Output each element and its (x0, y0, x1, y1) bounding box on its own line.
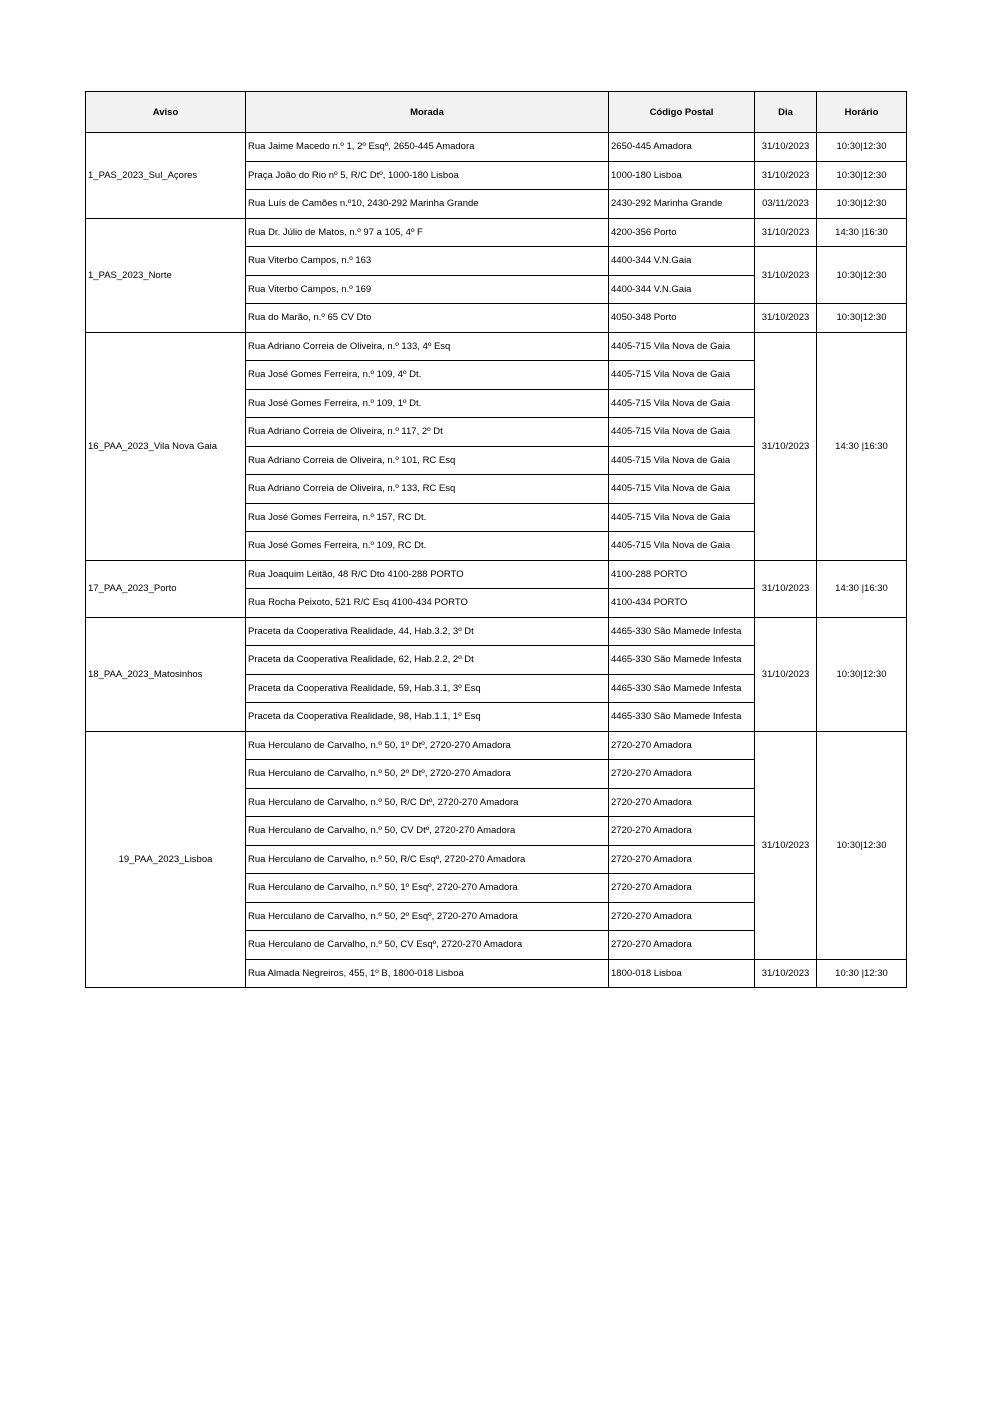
morada-cell: Rua Herculano de Carvalho, n.º 50, 1º Esqº, 2720-270 Amadora (246, 874, 609, 903)
header-aviso: Aviso (86, 92, 246, 133)
horario-cell: 10:30|12:30 (817, 133, 907, 162)
codigo-postal-cell: 4405-715 Vila Nova de Gaia (609, 532, 755, 561)
morada-cell: Rua Joaquim Leitão, 48 R/C Dto 4100-288 PORTO (246, 560, 609, 589)
table-row (86, 731, 907, 760)
morada-cell: Rua José Gomes Ferreira, n.º 109, 4º Dt. (246, 361, 609, 390)
morada-cell: Praça João do Rio nº 5, R/C Dtº, 1000-180 Lisboa (246, 161, 609, 190)
morada-cell: Rua Herculano de Carvalho, n.º 50, R/C Esqº, 2720-270 Amadora (246, 845, 609, 874)
horario-cell: 10:30|12:30 (817, 617, 907, 731)
codigo-postal-cell: 4465-330 São Mamede Infesta (609, 674, 755, 703)
horario-cell: 10:30|12:30 (817, 190, 907, 219)
horario-cell: 10:30|12:30 (817, 731, 907, 959)
morada-cell: Praceta da Cooperativa Realidade, 98, Hab.1.1, 1º Esq (246, 703, 609, 732)
morada-cell: Rua Herculano de Carvalho, n.º 50, 2º Esqº, 2720-270 Amadora (246, 902, 609, 931)
morada-cell: Rua Rocha Peixoto, 521 R/C Esq 4100-434 PORTO (246, 589, 609, 618)
codigo-postal-cell: 4405-715 Vila Nova de Gaia (609, 475, 755, 504)
codigo-postal-cell: 4400-344 V.N.Gaia (609, 247, 755, 276)
codigo-postal-cell: 2720-270 Amadora (609, 845, 755, 874)
morada-cell: Rua José Gomes Ferreira, n.º 109, RC Dt. (246, 532, 609, 561)
dia-cell: 31/10/2023 (755, 617, 817, 731)
aviso-cell: 16_PAA_2023_Vila Nova Gaia (86, 332, 246, 560)
codigo-postal-cell: 2720-270 Amadora (609, 817, 755, 846)
horario-cell: 10:30|12:30 (817, 247, 907, 304)
codigo-postal-cell: 4465-330 São Mamede Infesta (609, 703, 755, 732)
codigo-postal-cell: 4465-330 São Mamede Infesta (609, 617, 755, 646)
morada-cell: Rua Jaime Macedo n.º 1, 2º Esqº, 2650-445 Amadora (246, 133, 609, 162)
codigo-postal-cell: 2720-270 Amadora (609, 902, 755, 931)
header-morada: Morada (246, 92, 609, 133)
morada-cell: Rua Adriano Correia de Oliveira, n.º 117, 2º Dt (246, 418, 609, 447)
dia-cell: 31/10/2023 (755, 959, 817, 988)
horario-cell: 10:30|12:30 (817, 304, 907, 333)
codigo-postal-cell: 4405-715 Vila Nova de Gaia (609, 503, 755, 532)
morada-cell: Rua José Gomes Ferreira, n.º 157, RC Dt. (246, 503, 609, 532)
codigo-postal-cell: 4405-715 Vila Nova de Gaia (609, 332, 755, 361)
aviso-cell: 1_PAS_2023_Norte (86, 218, 246, 332)
morada-cell: Rua Herculano de Carvalho, n.º 50, R/C Dtº, 2720-270 Amadora (246, 788, 609, 817)
dia-cell: 31/10/2023 (755, 560, 817, 617)
morada-cell: Rua Adriano Correia de Oliveira, n.º 101, RC Esq (246, 446, 609, 475)
morada-cell: Rua do Marão, n.º 65 CV Dto (246, 304, 609, 333)
codigo-postal-cell: 4050-348 Porto (609, 304, 755, 333)
codigo-postal-cell: 2720-270 Amadora (609, 760, 755, 789)
codigo-postal-cell: 4405-715 Vila Nova de Gaia (609, 361, 755, 390)
morada-cell: Praceta da Cooperativa Realidade, 59, Hab.3.1, 3º Esq (246, 674, 609, 703)
morada-cell: Rua Herculano de Carvalho, n.º 50, 1º Dtº, 2720-270 Amadora (246, 731, 609, 760)
horario-cell: 10:30 |12:30 (817, 959, 907, 988)
horario-cell: 14:30 |16:30 (817, 332, 907, 560)
aviso-cell: 19_PAA_2023_Lisboa (86, 731, 246, 988)
codigo-postal-cell: 2720-270 Amadora (609, 931, 755, 960)
aviso-cell: 18_PAA_2023_Matosinhos (86, 617, 246, 731)
dia-cell: 31/10/2023 (755, 332, 817, 560)
table-row (86, 218, 907, 247)
table-row (86, 332, 907, 361)
horario-cell: 14:30 |16:30 (817, 218, 907, 247)
codigo-postal-cell: 4405-715 Vila Nova de Gaia (609, 446, 755, 475)
codigo-postal-cell: 4465-330 São Mamede Infesta (609, 646, 755, 675)
dia-cell: 31/10/2023 (755, 133, 817, 162)
table-row (86, 133, 907, 162)
morada-cell: Rua Viterbo Campos, n.º 163 (246, 247, 609, 276)
header-dia: Dia (755, 92, 817, 133)
morada-cell: Rua Herculano de Carvalho, n.º 50, CV Esqº, 2720-270 Amadora (246, 931, 609, 960)
morada-cell: Rua Herculano de Carvalho, n.º 50, 2º Dtº, 2720-270 Amadora (246, 760, 609, 789)
header-row (86, 92, 907, 133)
header-codigo-postal: Código Postal (609, 92, 755, 133)
morada-cell: Praceta da Cooperativa Realidade, 62, Hab.2.2, 2º Dt (246, 646, 609, 675)
codigo-postal-cell: 2720-270 Amadora (609, 731, 755, 760)
table-row (86, 560, 907, 589)
header-horario: Horário (817, 92, 907, 133)
morada-cell: Rua Viterbo Campos, n.º 169 (246, 275, 609, 304)
horario-cell: 10:30|12:30 (817, 161, 907, 190)
dia-cell: 31/10/2023 (755, 304, 817, 333)
codigo-postal-cell: 2720-270 Amadora (609, 788, 755, 817)
dia-cell: 31/10/2023 (755, 218, 817, 247)
morada-cell: Rua Adriano Correia de Oliveira, n.º 133, RC Esq (246, 475, 609, 504)
morada-cell: Rua Adriano Correia de Oliveira, n.º 133, 4º Esq (246, 332, 609, 361)
morada-cell: Rua Dr. Júlio de Matos, n.º 97 a 105, 4º F (246, 218, 609, 247)
codigo-postal-cell: 4405-715 Vila Nova de Gaia (609, 389, 755, 418)
table-row (86, 617, 907, 646)
morada-cell: Rua Herculano de Carvalho, n.º 50, CV Dtº, 2720-270 Amadora (246, 817, 609, 846)
dia-cell: 31/10/2023 (755, 247, 817, 304)
codigo-postal-cell: 1800-018 Lisboa (609, 959, 755, 988)
aviso-cell: 17_PAA_2023_Porto (86, 560, 246, 617)
horario-cell: 14:30 |16:30 (817, 560, 907, 617)
dia-cell: 31/10/2023 (755, 161, 817, 190)
codigo-postal-cell: 1000-180 Lisboa (609, 161, 755, 190)
morada-cell: Rua Almada Negreiros, 455, 1º B, 1800-018 Lisboa (246, 959, 609, 988)
morada-cell: Praceta da Cooperativa Realidade, 44, Hab.3.2, 3º Dt (246, 617, 609, 646)
codigo-postal-cell: 4400-344 V.N.Gaia (609, 275, 755, 304)
codigo-postal-cell: 2720-270 Amadora (609, 874, 755, 903)
dia-cell: 03/11/2023 (755, 190, 817, 219)
dia-cell: 31/10/2023 (755, 731, 817, 959)
codigo-postal-cell: 4405-715 Vila Nova de Gaia (609, 418, 755, 447)
codigo-postal-cell: 2430-292 Marinha Grande (609, 190, 755, 219)
morada-cell: Rua José Gomes Ferreira, n.º 109, 1º Dt. (246, 389, 609, 418)
codigo-postal-cell: 4100-434 PORTO (609, 589, 755, 618)
schedule-table (85, 91, 907, 988)
codigo-postal-cell: 4100-288 PORTO (609, 560, 755, 589)
aviso-cell: 1_PAS_2023_Sul_Açores (86, 133, 246, 219)
codigo-postal-cell: 4200-356 Porto (609, 218, 755, 247)
morada-cell: Rua Luís de Camões n.º10, 2430-292 Marinha Grande (246, 190, 609, 219)
codigo-postal-cell: 2650-445 Amadora (609, 133, 755, 162)
